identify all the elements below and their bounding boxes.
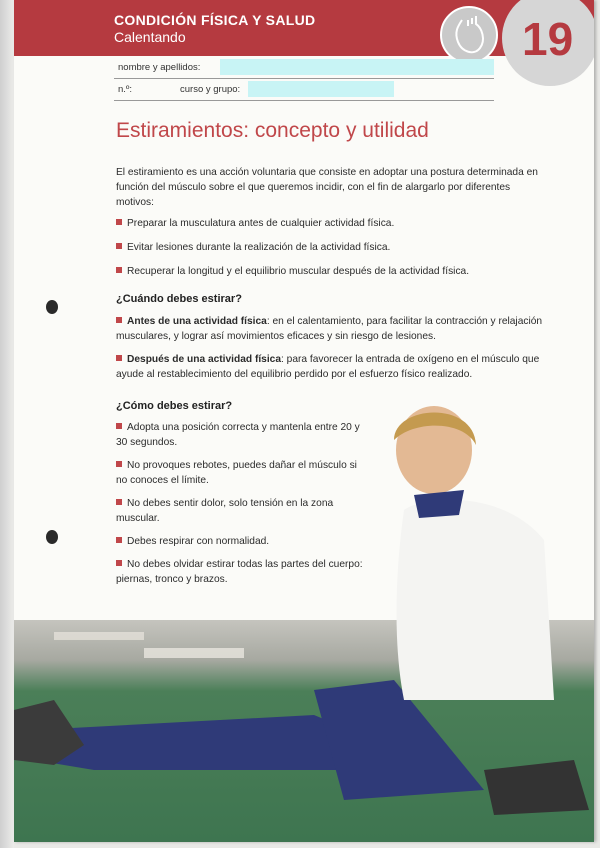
group-label: curso y grupo:	[180, 84, 241, 95]
unit-number: 19	[522, 13, 574, 65]
reason-item: Evitar lesiones durante la realización de la actividad física.	[116, 240, 546, 255]
group-row	[114, 79, 494, 101]
punch-hole	[46, 530, 58, 544]
bullet-icon	[116, 267, 122, 273]
number-label: n.º:	[118, 84, 133, 95]
binding-edge	[0, 0, 14, 848]
how-item: No debes sentir dolor, solo tensión en la zona muscular.	[116, 498, 334, 524]
header-title: CONDICIÓN FÍSICA Y SALUD	[114, 12, 316, 28]
name-row	[114, 57, 494, 79]
workbook-page	[14, 0, 594, 842]
section-title: Estiramientos: concepto y utilidad	[116, 119, 429, 142]
student-figure	[364, 400, 564, 720]
bullet-icon	[116, 355, 122, 361]
intro-paragraph: El estiramiento es una acción voluntaria que consiste en adoptar una postura determinada en función del músculo sobre el que queremos incidir, con el fin de alargarlo por diferentes motivos:	[116, 167, 538, 208]
bullet-icon	[116, 219, 122, 225]
group-field[interactable]	[248, 81, 394, 97]
when-heading: ¿Cuándo debes estirar?	[116, 293, 242, 305]
bullet-icon	[116, 243, 122, 249]
bullet-icon	[116, 537, 122, 543]
header-subtitle: Calentando	[114, 29, 186, 45]
when-before: Antes de una actividad física: en el calentamiento, para facilitar la contracción y relajación musculares, y lograr así movimientos eficaces y sin riesgo de lesiones.	[116, 316, 543, 342]
how-item: Adopta una posición correcta y mantenla entre 20 y 30 segundos.	[116, 422, 360, 448]
punch-hole	[46, 300, 58, 314]
how-item: Debes respirar con normalidad.	[116, 534, 360, 549]
bullet-icon	[116, 560, 122, 566]
how-item: No provoques rebotes, puedes dañar el músculo si no conoces el límite.	[116, 460, 357, 486]
bullet-icon	[116, 317, 122, 323]
how-heading: ¿Cómo debes estirar?	[116, 400, 233, 412]
when-after: Después de una actividad física: para favorecer la entrada de oxígeno en el músculo que ayude al restablecimiento del equilibrio perdido por el esfuerzo físico realizado.	[116, 354, 540, 380]
bullet-icon	[116, 499, 122, 505]
how-item: No debes olvidar estirar todas las partes del cuerpo: piernas, tronco y brazos.	[116, 559, 363, 585]
reason-item: Preparar la musculatura antes de cualquier actividad física.	[116, 216, 546, 231]
reason-item: Recuperar la longitud y el equilibrio muscular después de la actividad física.	[116, 264, 546, 279]
name-label: nombre y apellidos:	[118, 62, 201, 73]
before-label: Antes de una actividad física	[127, 316, 267, 327]
student-form	[114, 57, 494, 101]
bullet-icon	[116, 423, 122, 429]
name-field[interactable]	[220, 59, 494, 75]
after-label: Después de una actividad física	[127, 354, 282, 365]
bullet-icon	[116, 461, 122, 467]
